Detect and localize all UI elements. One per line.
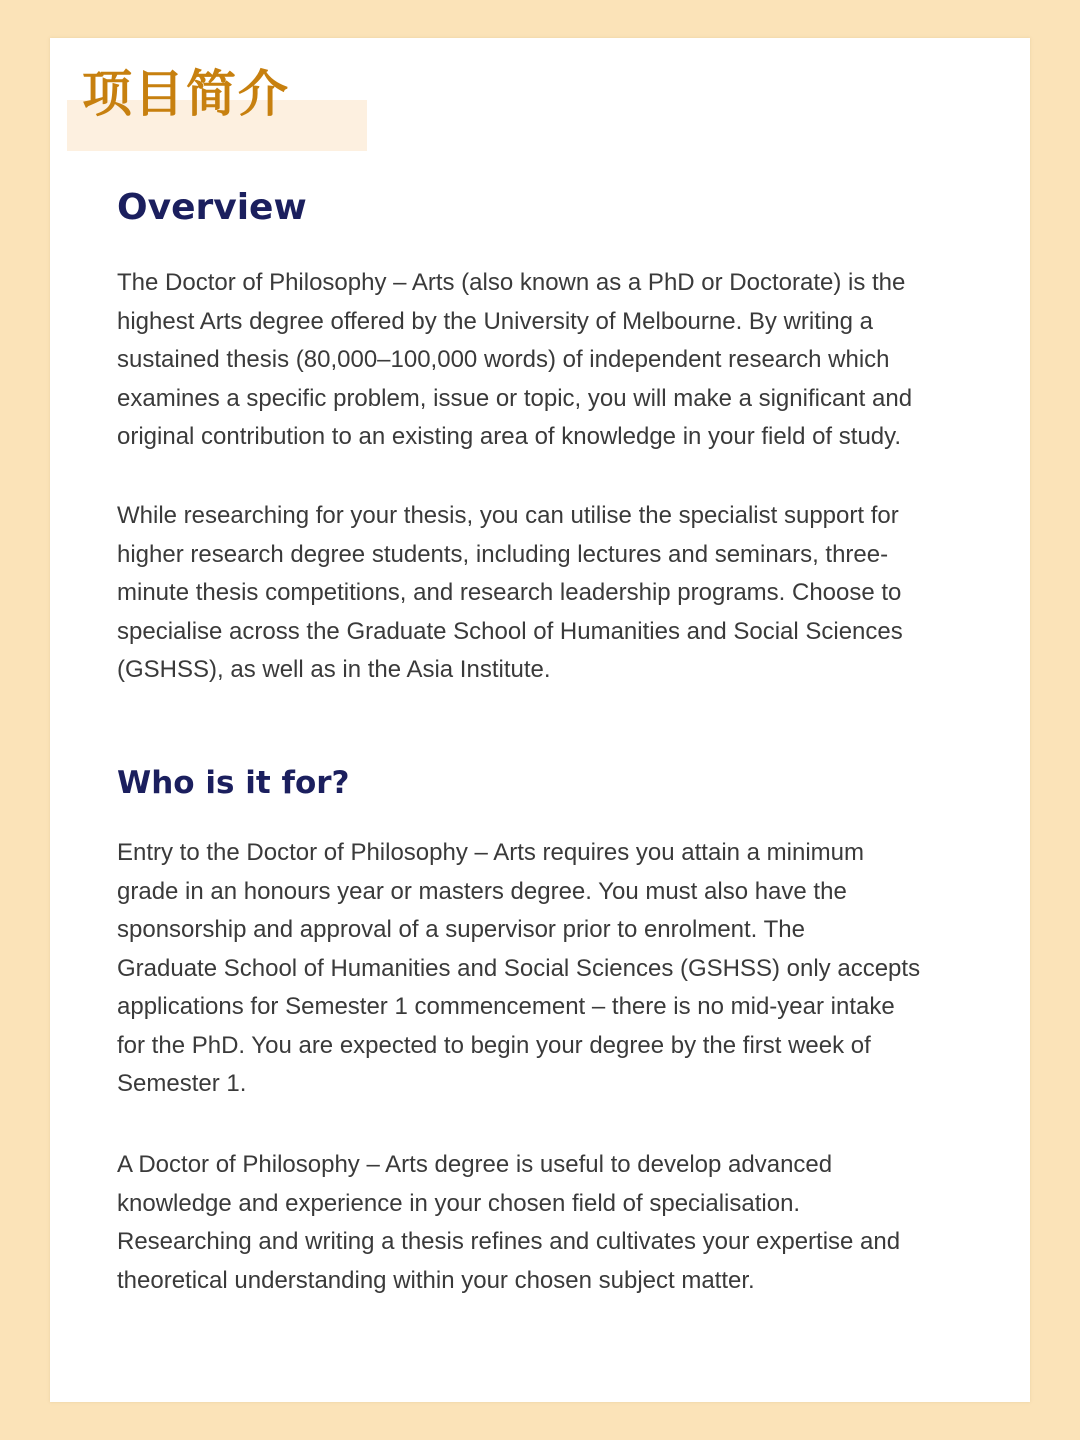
- text-line: specialise across the Graduate School of Humanities and Social Sciences: [117, 617, 903, 645]
- overview-paragraph-1: [117, 264, 967, 457]
- text-line: applications for Semester 1 commencement – there is no mid-year intake: [117, 993, 895, 1020]
- text-line: sponsorship and approval of a supervisor prior to enrolment. The: [117, 916, 805, 943]
- text-line: Entry to the Doctor of Philosophy – Arts requires you attain a minimum: [117, 839, 865, 866]
- text-line: While researching for your thesis, you can utilise the specialist support for: [117, 502, 899, 529]
- text-line: highest Arts degree offered by the University of Melbourne. By writing a: [117, 307, 873, 335]
- text-line: Semester 1.: [117, 1070, 247, 1097]
- text-line: for the PhD. You are expected to begin your degree by the first week of: [117, 1031, 871, 1059]
- overview-paragraph-2: [117, 497, 967, 690]
- text-line: grade in an honours year or masters degree. You must also have the: [117, 877, 847, 905]
- text-line: (GSHSS), as well as in the Asia Institute.: [117, 656, 551, 683]
- section-heading-who-is-it-for: Who is it for?: [117, 765, 350, 801]
- content-card: [50, 38, 1030, 1402]
- text-line: Graduate School of Humanities and Social Sciences (GSHSS) only accepts: [117, 954, 921, 982]
- who-paragraph-2: [117, 1146, 967, 1300]
- who-paragraph-1: [117, 834, 967, 1104]
- section-heading-overview: Overview: [117, 187, 307, 228]
- text-line: theoretical understanding within your chosen subject matter.: [117, 1266, 755, 1294]
- text-line: original contribution to an existing area of knowledge in your field of study.: [117, 423, 902, 450]
- text-line: Researching and writing a thesis refines and cultivates your expertise and: [117, 1228, 901, 1255]
- text-line: higher research degree students, including lectures and seminars, three-: [117, 540, 889, 568]
- text-line: minute thesis competitions, and research leadership programs. Choose to: [117, 579, 902, 606]
- text-line: sustained thesis (80,000–100,000 words) of independent research which: [117, 346, 890, 373]
- text-line: examines a specific problem, issue or topic, you will make a significant and: [117, 384, 913, 412]
- text-line: knowledge and experience in your chosen field of specialisation.: [117, 1189, 801, 1217]
- page-title: 项目简介: [82, 65, 290, 123]
- text-line: The Doctor of Philosophy – Arts (also known as a PhD or Doctorate) is the: [117, 269, 906, 296]
- text-line: A Doctor of Philosophy – Arts degree is useful to develop advanced: [117, 1151, 833, 1178]
